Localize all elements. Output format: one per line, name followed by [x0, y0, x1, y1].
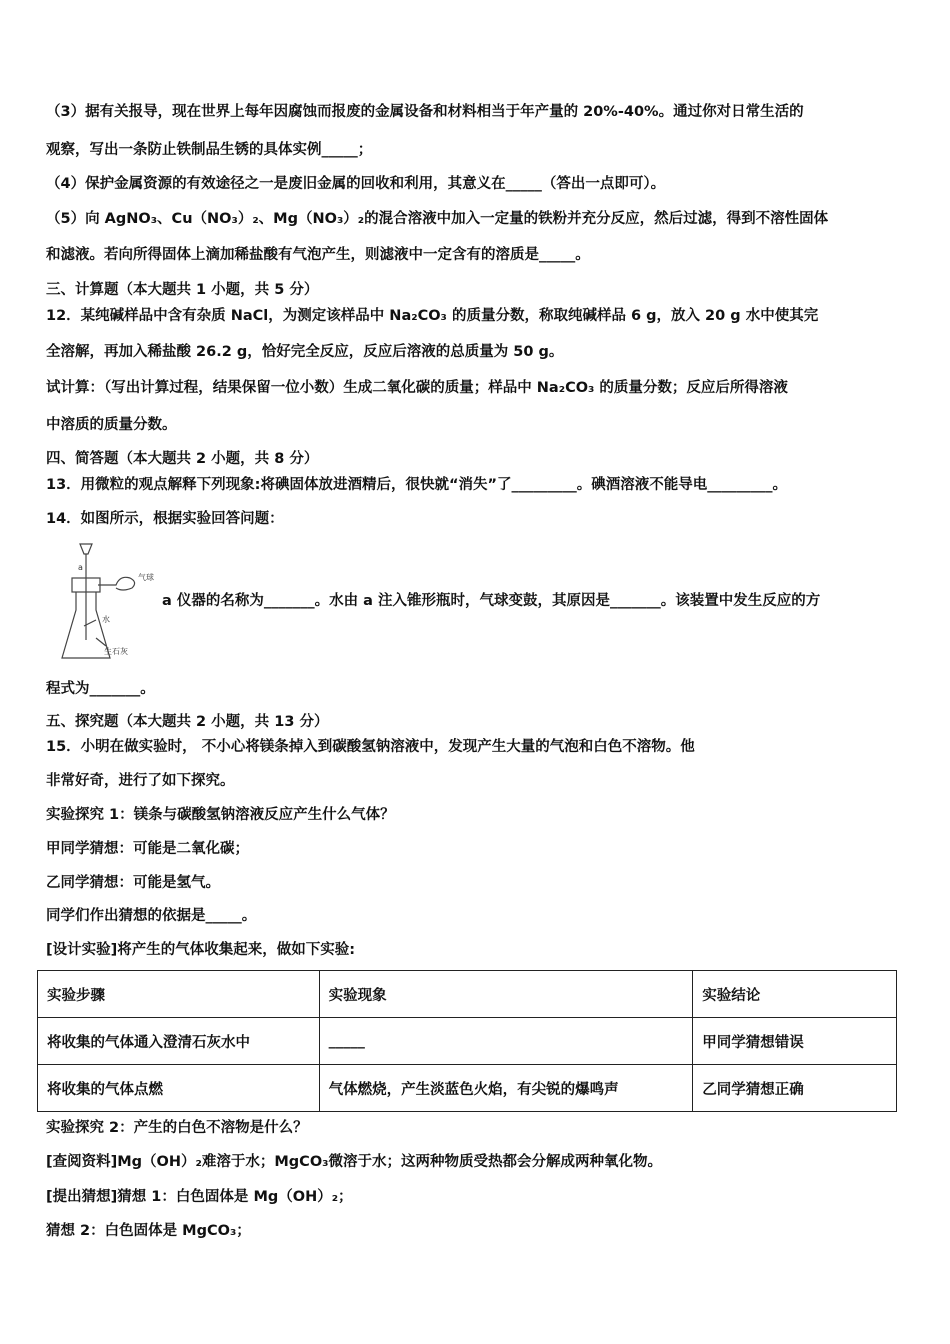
balloon-icon: [98, 577, 135, 590]
q14-text: a 仪器的名称为_______。水由 a 注入锥形瓶时，气球变鼓，其原因是_______。该装置中发生反应的方: [162, 593, 821, 609]
q13: 13．用微粒的观点解释下列现象:将碘固体放进酒精后，很快就“消失”了_________。碘酒溶液不能导电_________。: [46, 477, 788, 493]
q11-part5-line2: 和滤液。若向所得固体上滴加稀盐酸有气泡产生，则滤液中一定含有的溶质是_____。: [46, 247, 590, 263]
table-cell: 将收集的气体通入澄清石灰水中: [38, 1018, 320, 1065]
table-cell: _____: [319, 1018, 693, 1065]
q12-line1: 12．某纯碱样品中含有杂质 NaCl，为测定该样品中 Na₂CO₃ 的质量分数，称取纯碱样品 6 g，放入 20 g 水中使其完: [46, 308, 819, 324]
table-cell: 乙同学猜想正确: [693, 1065, 897, 1112]
label-balloon: 气球: [138, 573, 154, 582]
experiment-table: [37, 970, 897, 1112]
table-header-cell: 实验结论: [693, 971, 897, 1018]
table-cell: 气体燃烧，产生淡蓝色火焰，有尖锐的爆鸣声: [319, 1065, 693, 1112]
q15-line2: 非常好奇，进行了如下探究。: [46, 773, 235, 789]
q12-line2: 全溶解，再加入稀盐酸 26.2 g，恰好完全反应，反应后溶液的总质量为 50 g。: [46, 344, 564, 360]
hypothesis2: 猜想 2：白色固体是 MgCO₃；: [46, 1223, 251, 1239]
table-row: [38, 1065, 897, 1112]
reference-info: [查阅资料]Mg（OH）₂难溶于水；MgCO₃微溶于水；这两种物质受热都会分解成两种氧化物。: [46, 1154, 662, 1170]
section5-header: 五、探究题（本大题共 2 小题，共 13 分）: [46, 714, 329, 730]
apparatus-figure: [58, 540, 158, 670]
experiment2-title: 实验探究 2：产生的白色不溶物是什么？: [46, 1120, 308, 1136]
funnel-icon: [80, 544, 92, 554]
table-cell: 甲同学猜想错误: [693, 1018, 897, 1065]
section4-header: 四、简答题（本大题共 2 小题，共 8 分）: [46, 451, 319, 467]
table-header-cell: 实验步骤: [38, 971, 320, 1018]
q11-part3-line1: （3）据有关报导，现在世界上每年因腐蚀而报废的金属设备和材料相当于年产量的 20%-40%。通过你对日常生活的: [46, 104, 804, 120]
q12-line3: 试计算：（写出计算过程，结果保留一位小数）生成二氧化碳的质量；样品中 Na₂CO₃ 的质量分数；反应后所得溶液: [46, 380, 788, 396]
guess-a: 甲同学猜想：可能是二氧化碳；: [46, 841, 249, 857]
label-water: 水: [102, 615, 110, 624]
table-cell: 将收集的气体点燃: [38, 1065, 320, 1112]
q11-part3-line2: 观察，写出一条防止铁制品生锈的具体实例_____；: [46, 142, 373, 158]
q11-part4: （4）保护金属资源的有效途径之一是废旧金属的回收和利用，其意义在_____（答出一点即可）。: [46, 176, 666, 192]
q14: 14．如图所示，根据实验回答问题：: [46, 511, 284, 527]
table-row: [38, 1018, 897, 1065]
section3-header: 三、计算题（本大题共 1 小题，共 5 分）: [46, 282, 319, 298]
table-header-cell: 实验现象: [319, 971, 693, 1018]
hypothesis1: [提出猜想]猜想 1：白色固体是 Mg（OH）₂；: [46, 1189, 353, 1205]
guess-basis: 同学们作出猜想的依据是_____。: [46, 908, 257, 924]
design-experiment: [设计实验]将产生的气体收集起来，做如下实验:: [46, 942, 356, 958]
table-header-row: [38, 971, 897, 1018]
experiment1-title: 实验探究 1：镁条与碳酸氢钠溶液反应产生什么气体？: [46, 807, 395, 823]
guess-b: 乙同学猜想：可能是氢气。: [46, 875, 220, 891]
label-lime: 生石灰: [104, 647, 128, 656]
q14-text2: 程式为_______。: [46, 681, 155, 697]
q12-line4: 中溶质的质量分数。: [46, 417, 177, 433]
label-a: a: [78, 563, 83, 572]
q11-part5-line1: （5）向 AgNO₃、Cu（NO₃）₂、Mg（NO₃）₂的混合溶液中加入一定量的铁粉并充分反应，然后过滤，得到不溶性固体: [46, 211, 829, 227]
q15-line1: 15．小明在做实验时， 不小心将镁条掉入到碳酸氢钠溶液中，发现产生大量的气泡和白色不溶物。他: [46, 739, 695, 755]
